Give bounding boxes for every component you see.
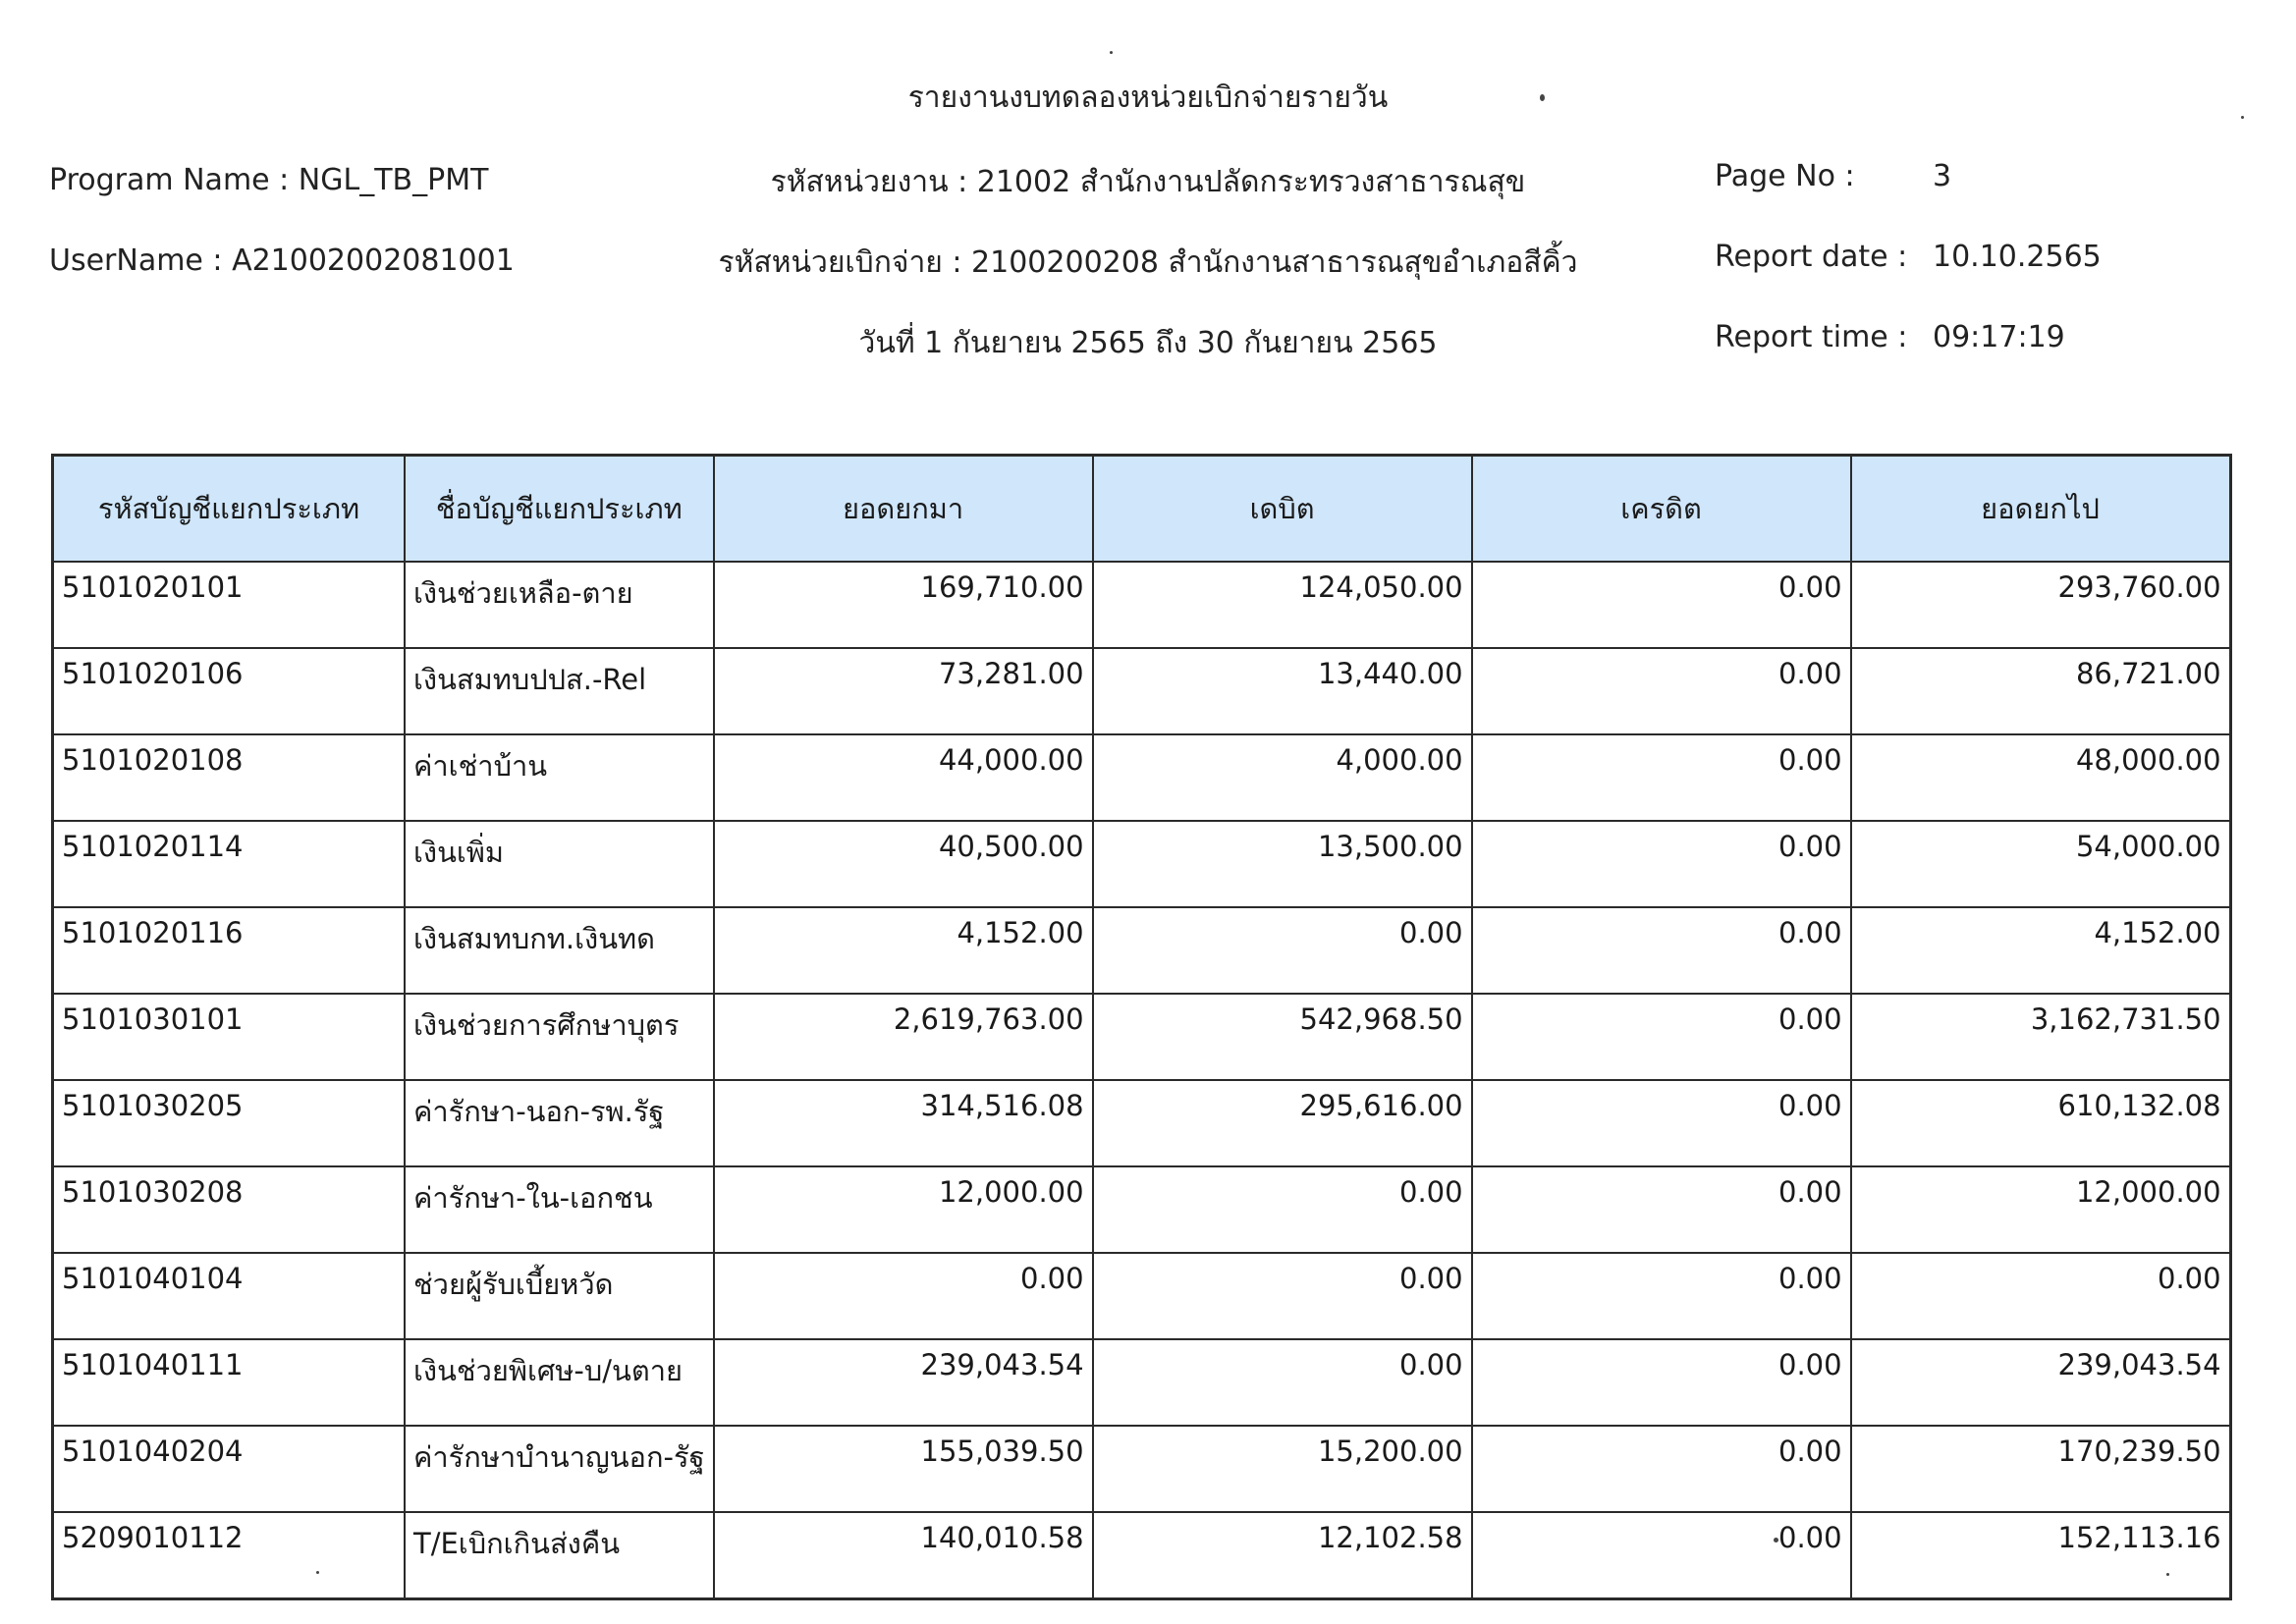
page-no-value: 3 [1933,159,1952,193]
cell-carried-forward: 54,000.00 [1851,821,2231,907]
cell-debit: 0.00 [1093,1339,1472,1426]
cell-account-name: ค่ารักษา-นอก-รพ.รัฐ [405,1080,714,1166]
cell-carried-forward: 48,000.00 [1851,734,2231,821]
cell-debit: 15,200.00 [1093,1426,1472,1512]
scan-speck [1110,51,1113,54]
column-header-debit: เดบิต [1093,456,1472,563]
cell-carried-forward: 3,162,731.50 [1851,994,2231,1080]
cell-carried-forward: 293,760.00 [1851,562,2231,648]
table-row [53,648,2231,734]
cell-account-code: 5101040111 [53,1339,406,1426]
disbursement-unit-line: รหัสหน่วยเบิกจ่าย : 2100200208 สำนักงานสาธารณสุขอำเภอสีคิ้ว [718,245,1578,280]
scan-speck [1774,1538,1778,1543]
user-name: UserName : A21002002081001 [49,244,515,278]
ledger-table [51,454,2232,1600]
cell-carried-forward: 4,152.00 [1851,907,2231,994]
scan-speck [1540,94,1545,101]
cell-account-code: 5101030101 [53,994,406,1080]
scan-speck [316,1571,319,1574]
cell-debit: 0.00 [1093,907,1472,994]
cell-brought-forward: 12,000.00 [714,1166,1093,1253]
table-row [53,1253,2231,1339]
table-row [53,1426,2231,1512]
cell-account-code: 5101040104 [53,1253,406,1339]
cell-brought-forward: 2,619,763.00 [714,994,1093,1080]
cell-account-code: 5101020116 [53,907,406,994]
agency-line: รหัสหน่วยงาน : 21002 สำนักงานปลัดกระทรวงสาธารณสุข [770,165,1526,199]
table-row [53,1339,2231,1426]
cell-brought-forward: 4,152.00 [714,907,1093,994]
cell-brought-forward: 40,500.00 [714,821,1093,907]
cell-account-name: ช่วยผู้รับเบี้ยหวัด [405,1253,714,1339]
table-row [53,1080,2231,1166]
cell-carried-forward: 239,043.54 [1851,1339,2231,1426]
cell-credit: 0.00 [1472,1512,1851,1599]
cell-debit: 13,440.00 [1093,648,1472,734]
table-row [53,994,2231,1080]
scan-speck [2241,116,2244,119]
cell-credit: 0.00 [1472,821,1851,907]
column-header-carried-forward: ยอดยกไป [1851,456,2231,563]
table-row [53,562,2231,648]
cell-credit: 0.00 [1472,1080,1851,1166]
cell-account-name: เงินช่วยการศึกษาบุตร [405,994,714,1080]
cell-carried-forward: 152,113.16 [1851,1512,2231,1599]
cell-account-name: ค่าเช่าบ้าน [405,734,714,821]
cell-account-code: 5101020108 [53,734,406,821]
cell-account-name: ค่ารักษา-ใน-เอกชน [405,1166,714,1253]
cell-debit: 4,000.00 [1093,734,1472,821]
cell-brought-forward: 44,000.00 [714,734,1093,821]
cell-brought-forward: 0.00 [714,1253,1093,1339]
column-header-brought-forward: ยอดยกมา [714,456,1093,563]
cell-debit: 295,616.00 [1093,1080,1472,1166]
report-date-value: 10.10.2565 [1933,240,2102,274]
cell-debit: 124,050.00 [1093,562,1472,648]
cell-account-code: 5101020101 [53,562,406,648]
cell-account-name: เงินช่วยพิเศษ-บ/นตาย [405,1339,714,1426]
cell-credit: 0.00 [1472,1339,1851,1426]
cell-carried-forward: 86,721.00 [1851,648,2231,734]
table-row [53,734,2231,821]
cell-brought-forward: 239,043.54 [714,1339,1093,1426]
cell-account-code: 5101040204 [53,1426,406,1512]
cell-account-name: T/Eเบิกเกินส่งคืน [405,1512,714,1599]
cell-debit: 12,102.58 [1093,1512,1472,1599]
cell-debit: 13,500.00 [1093,821,1472,907]
table-row [53,907,2231,994]
cell-account-code: 5209010112 [53,1512,406,1599]
cell-account-name: เงินช่วยเหลือ-ตาย [405,562,714,648]
cell-account-code: 5101030205 [53,1080,406,1166]
page-no-label: Page No : [1715,159,1855,193]
cell-carried-forward: 0.00 [1851,1253,2231,1339]
table-row [53,1512,2231,1599]
cell-brought-forward: 314,516.08 [714,1080,1093,1166]
column-header-account-code: รหัสบัญชีแยกประเภท [53,456,406,563]
cell-brought-forward: 155,039.50 [714,1426,1093,1512]
program-name: Program Name : NGL_TB_PMT [49,163,489,197]
cell-debit: 0.00 [1093,1253,1472,1339]
cell-account-name: เงินสมทบปปส.-Rel [405,648,714,734]
report-date-label: Report date : [1715,240,1908,274]
cell-credit: 0.00 [1472,907,1851,994]
cell-brought-forward: 73,281.00 [714,648,1093,734]
cell-carried-forward: 170,239.50 [1851,1426,2231,1512]
cell-account-name: เงินเพิ่ม [405,821,714,907]
table-row [53,821,2231,907]
column-header-account-name: ชื่อบัญชีแยกประเภท [405,456,714,563]
report-period: วันที่ 1 กันยายน 2565 ถึง 30 กันยายน 2565 [858,326,1438,360]
column-header-credit: เครดิต [1472,456,1851,563]
cell-brought-forward: 169,710.00 [714,562,1093,648]
report-title: รายงานงบทดลองหน่วยเบิกจ่ายรายวัน [907,81,1389,115]
cell-credit: 0.00 [1472,994,1851,1080]
cell-debit: 0.00 [1093,1166,1472,1253]
report-time-label: Report time : [1715,320,1908,354]
cell-carried-forward: 610,132.08 [1851,1080,2231,1166]
cell-account-name: เงินสมทบกท.เงินทด [405,907,714,994]
cell-credit: 0.00 [1472,562,1851,648]
cell-carried-forward: 12,000.00 [1851,1166,2231,1253]
table-header-row [53,456,2231,563]
cell-account-code: 5101020106 [53,648,406,734]
cell-brought-forward: 140,010.58 [714,1512,1093,1599]
cell-credit: 0.00 [1472,1166,1851,1253]
cell-credit: 0.00 [1472,1426,1851,1512]
cell-account-name: ค่ารักษาบำนาญนอก-รัฐ [405,1426,714,1512]
cell-credit: 0.00 [1472,648,1851,734]
scan-speck [2166,1573,2169,1576]
table-row [53,1166,2231,1253]
cell-account-code: 5101020114 [53,821,406,907]
cell-credit: 0.00 [1472,734,1851,821]
cell-debit: 542,968.50 [1093,994,1472,1080]
cell-account-code: 5101030208 [53,1166,406,1253]
cell-credit: 0.00 [1472,1253,1851,1339]
report-time-value: 09:17:19 [1933,320,2065,354]
